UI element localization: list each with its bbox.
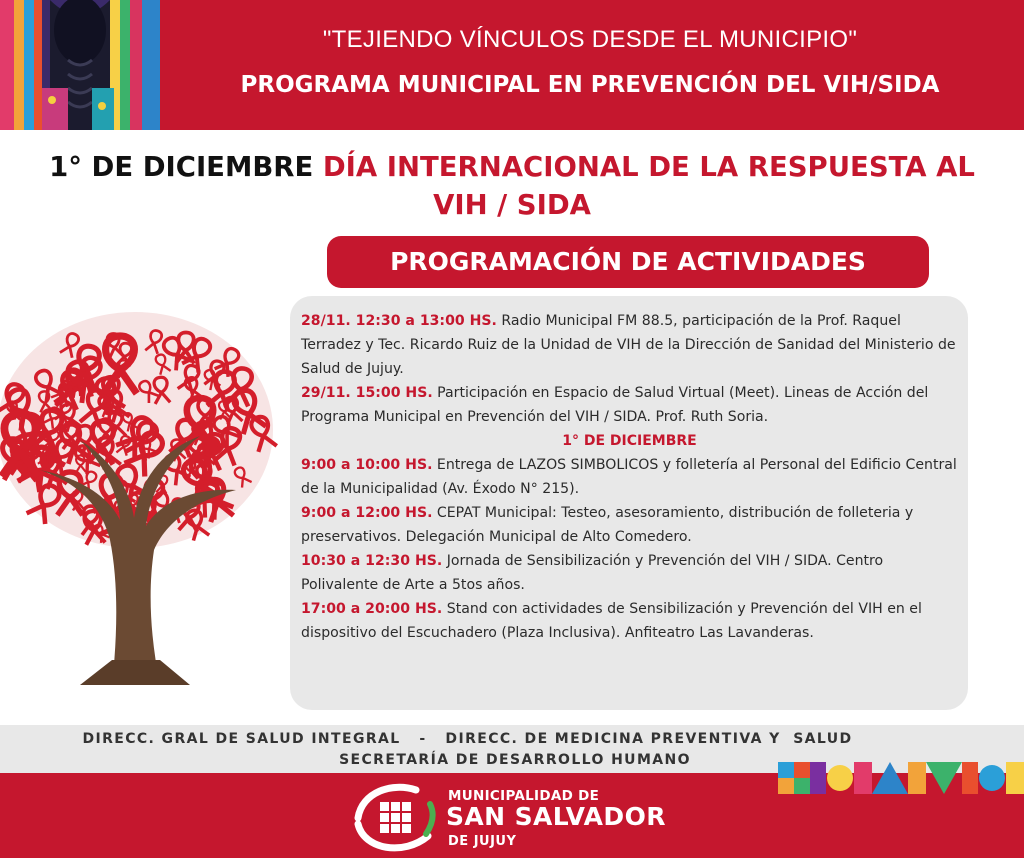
directions-line2: SECRETARÍA DE DESARROLLO HUMANO <box>339 752 691 768</box>
activity-text: Stand con actividades de Sensibilización y Prevención del VIH en el dispositivo del Escuchadero (Plaza Inclusiva). Anfiteatro Las Lavanderas. <box>301 601 922 641</box>
activity-text: Radio Municipal FM 88.5, participación de la Prof. Raquel Terradez y Tec. Ricardo Ruiz de la Unidad de VIH de la Dirección de Sanidad del Ministerio de Salud de Jujuy. <box>301 313 956 377</box>
activity-text: Entrega de LAZOS SIMBOLICOS y folletería al Personal del Edificio Central de la Municipalidad (Av. Éxodo N° 215). <box>301 457 957 497</box>
activity-time: 29/11. 15:00 HS. <box>301 385 433 401</box>
activity-item <box>301 453 958 501</box>
activity-text: Participación en Espacio de Salud Virtual (Meet). Lineas de Acción del Programa Municipal en Prevención del VIH / SIDA. Prof. Ruth Soria. <box>301 385 929 425</box>
december-heading: 1° DE DICIEMBRE <box>562 433 697 449</box>
footer-city: SAN SALVADOR <box>446 802 666 831</box>
directions-line1: DIRECC. GRAL DE SALUD INTEGRAL - DIRECC. DE MEDICINA PREVENTIVA Y SALUD <box>82 731 853 747</box>
red-ribbon-tree-illustration <box>0 300 280 685</box>
activity-time: 17:00 a 20:00 HS. <box>301 601 443 617</box>
title-event-line2: VIH / SIDA <box>433 189 591 221</box>
activity-text: Jornada de Sensibilización y Prevención del VIH / SIDA. Centro Polivalente de Arte a 5tos años. <box>301 553 884 593</box>
activity-item <box>301 309 958 381</box>
activity-item <box>301 381 958 429</box>
title-event-line1: DÍA INTERNACIONAL DE LA RESPUESTA AL <box>322 151 975 183</box>
activity-time: 10:30 a 12:30 HS. <box>301 553 443 569</box>
programacion-banner: PROGRAMACIÓN DE ACTIVIDADES <box>327 236 929 288</box>
activity-item <box>301 549 958 597</box>
activities-panel <box>290 296 968 710</box>
header-slogan: "TEJIENDO VÍNCULOS DESDE EL MUNICIPIO" <box>322 26 858 53</box>
header-banner <box>0 0 1024 130</box>
footer-province: DE JUJUY <box>448 834 517 849</box>
activity-item <box>301 597 958 645</box>
colorful-pattern-strip <box>778 762 1024 794</box>
title-date: 1° DE DICIEMBRE <box>49 151 314 183</box>
activity-time: 9:00 a 12:00 HS. <box>301 505 433 521</box>
activity-time: 28/11. 12:30 a 13:00 HS. <box>301 313 497 329</box>
activity-text: CEPAT Municipal: Testeo, asesoramiento, distribución de folleteria y preservativos. Delegación Municipal de Alto Comedero. <box>301 505 914 545</box>
footer-municipalidad: MUNICIPALIDAD DE <box>448 788 600 804</box>
woven-hair-photo <box>0 0 160 130</box>
activity-time: 9:00 a 10:00 HS. <box>301 457 433 473</box>
page-title <box>0 148 1024 224</box>
header-program-title: PROGRAMA MUNICIPAL EN PREVENCIÓN DEL VIH/SIDA <box>240 72 940 98</box>
municipality-logo-icon <box>352 778 440 856</box>
activity-item <box>301 501 958 549</box>
